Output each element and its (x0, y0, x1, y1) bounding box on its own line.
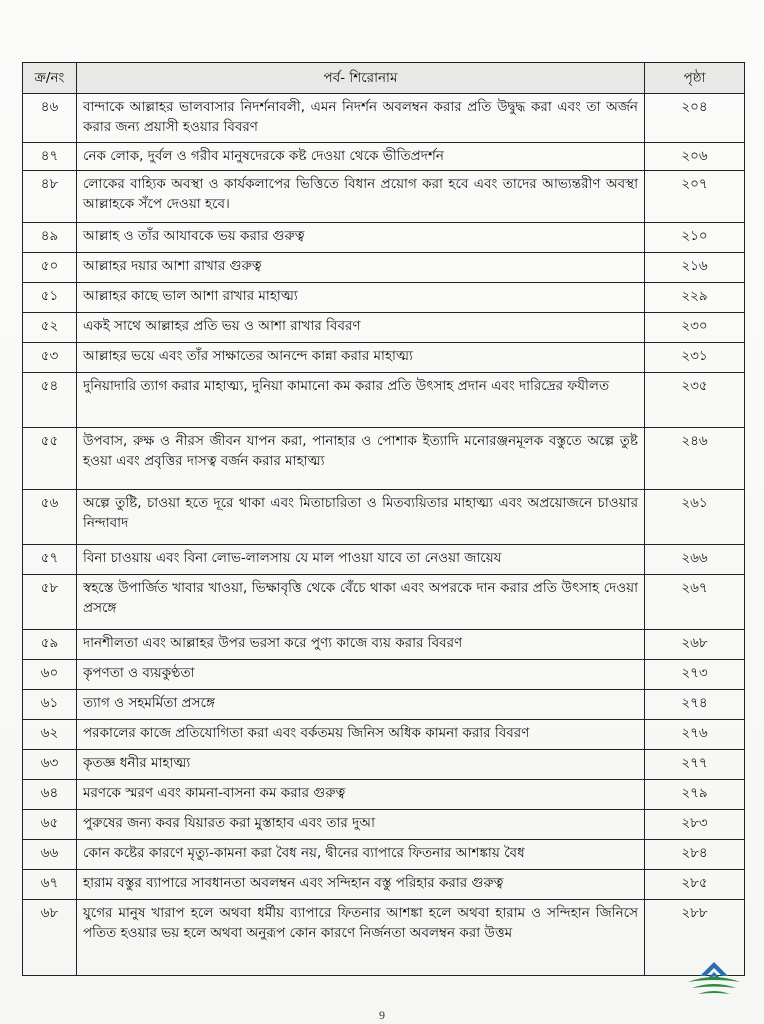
row-num: ৫১ (23, 283, 77, 313)
table-row (23, 545, 745, 575)
header-page: পৃষ্ঠা (645, 63, 745, 94)
row-page: ২১০ (645, 223, 745, 253)
row-page: ২৮৪ (645, 840, 745, 870)
contents-table (22, 62, 745, 976)
row-title: দুনিয়াদারি ত্যাগ করার মাহাত্ম্য, দুনিয়া কামানো কম করার প্রতি উৎসাহ প্রদান এবং দারিদ্রের ফযীলত (77, 373, 645, 428)
row-title: কৃপণতা ও ব্যয়কুণ্ঠতা (77, 660, 645, 690)
row-title: নেক লোক, দুর্বল ও গরীব মানুষদেরকে কষ্ট দেওয়া থেকে ভীতিপ্রদর্শন (77, 143, 645, 171)
row-title: কৃতজ্ঞ ধনীর মাহাত্ম্য (77, 750, 645, 780)
table-row (23, 630, 745, 660)
row-num: ৪৬ (23, 94, 77, 143)
row-title: স্বহস্তে উপার্জিত খাবার খাওয়া, ভিক্ষাবৃত্তি থেকে বেঁচে থাকা এবং অপরকে দান করার প্রতি উৎসাহ দেওয়া প্রসঙ্গে (77, 575, 645, 630)
row-page: ২০৪ (645, 94, 745, 143)
table-row (23, 840, 745, 870)
row-num: ৪৮ (23, 171, 77, 223)
row-num: ৬৫ (23, 810, 77, 840)
row-title: হারাম বস্তুর ব্যাপারে সাবধানতা অবলম্বন এবং সন্দিহান বস্তু পরিহার করার গুরুত্ব (77, 870, 645, 900)
row-num: ৪৭ (23, 143, 77, 171)
row-page: ২৮৮ (645, 900, 745, 976)
row-page: ২০৭ (645, 171, 745, 223)
row-title: আল্লাহর দয়ার আশা রাখার গুরুত্ব (77, 253, 645, 283)
table-row (23, 900, 745, 976)
row-num: ৫৬ (23, 490, 77, 545)
row-num: ৫০ (23, 253, 77, 283)
table-row (23, 143, 745, 171)
row-num: ৬৮ (23, 900, 77, 976)
row-page: ২৭৭ (645, 750, 745, 780)
row-title: আল্লাহর কাছে ভাল আশা রাখার মাহাত্ম্য (77, 283, 645, 313)
row-page: ২৩১ (645, 343, 745, 373)
row-page: ২৪৬ (645, 428, 745, 490)
row-num: ৬১ (23, 690, 77, 720)
row-num: ৬৭ (23, 870, 77, 900)
row-title: বিনা চাওয়ায় এবং বিনা লোভ-লালসায় যে মাল পাওয়া যাবে তা নেওয়া জায়েয (77, 545, 645, 575)
row-num: ৬৬ (23, 840, 77, 870)
row-num: ৫৯ (23, 630, 77, 660)
row-num: ৬৪ (23, 780, 77, 810)
row-page: ২৮৫ (645, 870, 745, 900)
row-page: ২১৬ (645, 253, 745, 283)
row-page: ২৬৬ (645, 545, 745, 575)
table-row (23, 253, 745, 283)
row-page: ২২৯ (645, 283, 745, 313)
table-row (23, 343, 745, 373)
table-row (23, 810, 745, 840)
table-row (23, 428, 745, 490)
row-title: ত্যাগ ও সহমর্মিতা প্রসঙ্গে (77, 690, 645, 720)
table-row (23, 313, 745, 343)
row-num: ৬৩ (23, 750, 77, 780)
table-row (23, 171, 745, 223)
table-row (23, 283, 745, 313)
row-page: ২৮৩ (645, 810, 745, 840)
table-row (23, 575, 745, 630)
row-title: একই সাথে আল্লাহর প্রতি ভয় ও আশা রাখার বিবরণ (77, 313, 645, 343)
row-page: ২৬৭ (645, 575, 745, 630)
row-num: ৫৫ (23, 428, 77, 490)
publisher-logo-icon (684, 958, 744, 1000)
row-page: ২৭৪ (645, 690, 745, 720)
table-row (23, 223, 745, 253)
table-row (23, 94, 745, 143)
row-title: দানশীলতা এবং আল্লাহর উপর ভরসা করে পুণ্য কাজে ব্যয় করার বিবরণ (77, 630, 645, 660)
row-page: ২০৬ (645, 143, 745, 171)
row-page: ২৭৩ (645, 660, 745, 690)
table-row (23, 870, 745, 900)
row-page: ২৬৮ (645, 630, 745, 660)
row-title: যুগের মানুষ খারাপ হলে অথবা ধর্মীয় ব্যাপারে ফিতনার আশঙ্কা হলে অথবা হারাম ও সন্দিহান জিনিসে পতিত হওয়ার ভয় হলে অথবা অনুরূপ কোন কারণে নির্জনতা অবলম্বন করা উত্তম (77, 900, 645, 976)
row-title: উপবাস, রুক্ষ ও নীরস জীবন যাপন করা, পানাহার ও পোশাক ইত্যাদি মনোরঞ্জনমূলক বস্তুতে অল্পে তুষ্ট হওয়া এবং প্রবৃত্তির দাসত্ব বর্জন করার মাহাত্ম্য (77, 428, 645, 490)
row-num: ৬০ (23, 660, 77, 690)
row-title: আল্লাহ ও তাঁর আযাবকে ভয় করার গুরুত্ব (77, 223, 645, 253)
table-header-row (23, 63, 745, 94)
row-num: ৫৮ (23, 575, 77, 630)
row-title: কোন কষ্টের কারণে মৃত্যু-কামনা করা বৈধ নয়, দ্বীনের ব্যাপারে ফিতনার আশঙ্কায় বৈধ (77, 840, 645, 870)
header-num: ক্র/নং (23, 63, 77, 94)
header-title: পর্ব- শিরোনাম (77, 63, 645, 94)
row-page: ২৩৫ (645, 373, 745, 428)
row-title: আল্লাহর ভয়ে এবং তাঁর সাক্ষাতের আনন্দে কান্না করার মাহাত্ম্য (77, 343, 645, 373)
row-title: বান্দাকে আল্লাহর ভালবাসার নিদর্শনাবলী, এমন নিদর্শন অবলম্বন করার প্রতি উদ্বুদ্ধ করা এবং তা অর্জন করার জন্য প্রয়াসী হওয়ার বিবরণ (77, 94, 645, 143)
row-num: ৫৩ (23, 343, 77, 373)
row-page: ২৩০ (645, 313, 745, 343)
row-page: ২৬১ (645, 490, 745, 545)
row-num: ৫৭ (23, 545, 77, 575)
row-page: ২৭৬ (645, 720, 745, 750)
table-row (23, 750, 745, 780)
row-page: ২৭৯ (645, 780, 745, 810)
row-title: অল্পে তুষ্টি, চাওয়া হতে দূরে থাকা এবং মিতাচারিতা ও মিতব্যয়িতার মাহাত্ম্য এবং অপ্রয়োজনে চাওয়ার নিন্দাবাদ (77, 490, 645, 545)
table-row (23, 720, 745, 750)
table-row (23, 690, 745, 720)
table-row (23, 490, 745, 545)
table-row (23, 780, 745, 810)
row-title: লোকের বাহ্যিক অবস্থা ও কার্যকলাপের ভিত্তিতে বিধান প্রয়োগ করা হবে এবং তাদের আভ্যন্তরীণ অবস্থা আল্লাহকে সঁপে দেওয়া হবে। (77, 171, 645, 223)
row-num: ৫২ (23, 313, 77, 343)
row-title: মরণকে স্মরণ এবং কামনা-বাসনা কম করার গুরুত্ব (77, 780, 645, 810)
row-title: পুরুষের জন্য কবর যিয়ারত করা মুস্তাহাব এবং তার দুআ (77, 810, 645, 840)
row-title: পরকালের কাজে প্রতিযোগিতা করা এবং বর্কতময় জিনিস অধিক কামনা করার বিবরণ (77, 720, 645, 750)
row-num: ৪৯ (23, 223, 77, 253)
page-number: 9 (379, 1008, 385, 1022)
row-num: ৫৪ (23, 373, 77, 428)
table-row (23, 660, 745, 690)
row-num: ৬২ (23, 720, 77, 750)
table-row (23, 373, 745, 428)
